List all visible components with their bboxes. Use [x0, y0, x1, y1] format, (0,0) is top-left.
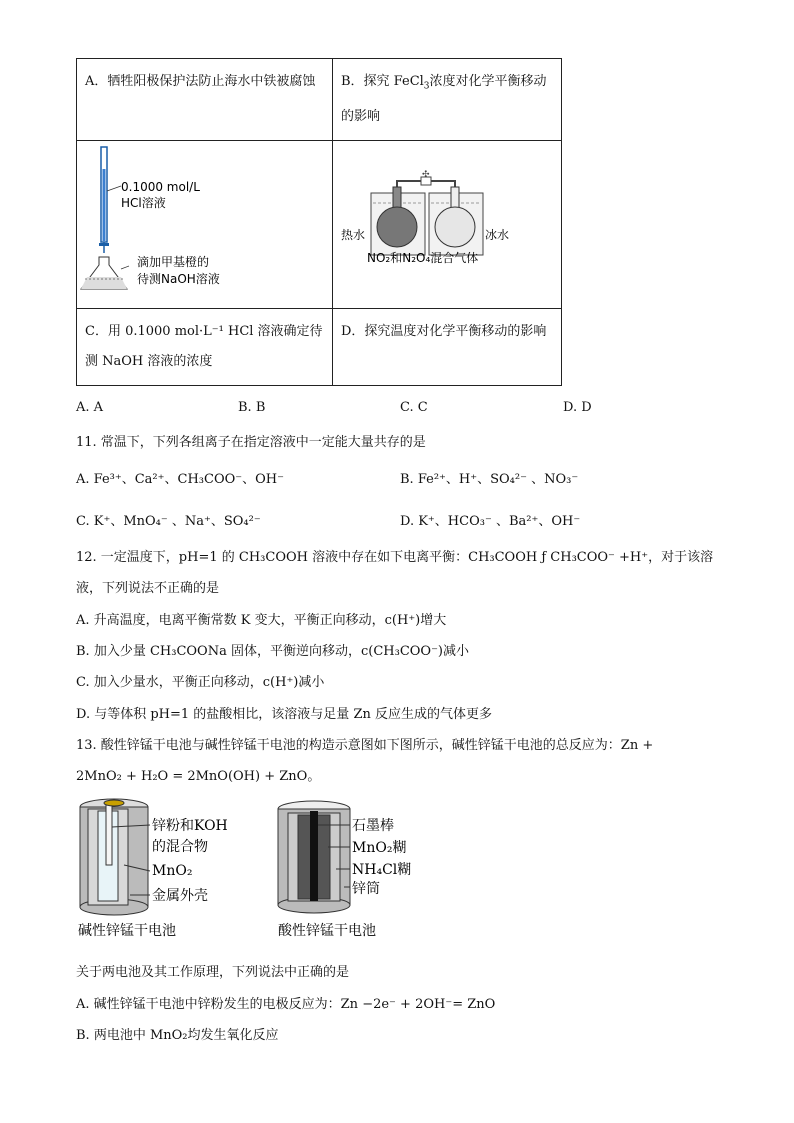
- q11-stem: 11. 常温下，下列各组离子在指定溶液中一定能大量共存的是: [76, 435, 426, 450]
- q12-stem-line1: 12. 一定温度下，pH=1 的 CH₃COOH 溶液中存在如下电离平衡：CH₃COOH ƒ CH₃COO⁻ +H⁺，对于该溶: [76, 550, 714, 565]
- option-c-label: C．用 0.1000 mol·L⁻¹ HCl 溶液确定待测 NaOH 溶液的浓度: [85, 323, 323, 369]
- acid-label-mno2-paste: MnO₂糊: [352, 840, 407, 856]
- flask-solution-label: 待测NaOH溶液: [137, 271, 220, 286]
- titration-apparatus-figure: [77, 141, 332, 296]
- alk-caption: 碱性锌锰干电池: [78, 923, 176, 939]
- q13-stem-line2: 2MnO₂ + H₂O = 2MnO(OH) + ZnO。: [76, 769, 321, 784]
- acid-label-nh4cl-paste: NH₄Cl糊: [352, 862, 412, 878]
- option-a-cell: [77, 59, 333, 141]
- acid-caption: 酸性锌锰干电池: [278, 923, 376, 939]
- titration-figure-cell: [77, 140, 333, 308]
- equilibrium-figure-cell: [333, 140, 562, 308]
- q10-choice-b: B. B: [238, 400, 266, 415]
- option-b-cell: [333, 59, 562, 141]
- q11-choice-a: A. Fe³⁺、Ca²⁺、CH₃COO⁻、OH⁻: [76, 472, 284, 487]
- q13-prompt: 关于两电池及其工作原理，下列说法中正确的是: [76, 965, 350, 980]
- acidic-battery-diagram: [278, 801, 350, 913]
- options-table: [76, 58, 562, 386]
- q13-choice-a: A. 碱性锌锰干电池中锌粉发生的电极反应为：Zn −2e⁻ + 2OH⁻= ZnO: [76, 997, 496, 1012]
- q10-choice-d: D. D: [563, 400, 592, 415]
- q13-choice-b: B. 两电池中 MnO₂均发生氧化反应: [76, 1028, 279, 1043]
- q11-choice-c: C. K⁺、MnO₄⁻ 、Na⁺、SO₄²⁻: [76, 514, 261, 529]
- q12-choice-c: C. 加入少量水，平衡正向移动，c(H⁺)减小: [76, 675, 325, 690]
- alk-label-zinc-koh: 锌粉和KOH: [152, 818, 228, 834]
- alk-label-mixture: 的混合物: [152, 839, 208, 855]
- alkaline-battery-diagram: [80, 799, 150, 915]
- ice-water-label: 冰水: [485, 227, 510, 242]
- no2-equilibrium-figure: [333, 141, 561, 296]
- q12-choice-b: B. 加入少量 CH₃COONa 固体，平衡逆向移动，c(CH₃COO⁻)减小: [76, 644, 470, 659]
- option-b-label: B．探究 FeCl$_3$浓度对化学平衡移动的影响: [341, 74, 547, 124]
- burette-conc-label: 0.1000 mol/L: [121, 179, 200, 194]
- q10-choice-a: A. A: [76, 400, 104, 415]
- battery-figures: [74, 795, 412, 945]
- q13-stem-line1: 13. 酸性锌锰干电池与碱性锌锰干电池的构造示意图如下图所示，碱性锌锰干电池的总反应为：Zn +: [76, 738, 654, 753]
- gas-mixture-label: NO₂和N₂O₄混合气体: [367, 250, 479, 265]
- option-a-label: A．牺牲阳极保护法防止海水中铁被腐蚀: [85, 74, 316, 89]
- alk-label-metal-shell: 金属外壳: [152, 888, 208, 904]
- q12-stem-line2: 液，下列说法不正确的是: [76, 581, 220, 596]
- burette-acid-label: HCl溶液: [121, 195, 166, 210]
- hot-water-label: 热水: [341, 227, 366, 242]
- flask-indicator-label: 滴加甲基橙的: [137, 254, 210, 269]
- option-d-cell: [333, 308, 562, 385]
- acid-label-zinc-can: 锌筒: [352, 881, 380, 897]
- option-c-cell: [77, 308, 333, 385]
- q11-choice-b: B. Fe²⁺、H⁺、SO₄²⁻ 、NO₃⁻: [400, 472, 579, 487]
- q10-choice-c: C. C: [400, 400, 428, 415]
- q11-choice-d: D. K⁺、HCO₃⁻ 、Ba²⁺、OH⁻: [400, 514, 581, 529]
- q12-choice-d: D. 与等体积 pH=1 的盐酸相比，该溶液与足量 Zn 反应生成的气体更多: [76, 707, 492, 722]
- q12-choice-a: A. 升高温度，电离平衡常数 K 变大，平衡正向移动，c(H⁺)增大: [76, 613, 447, 628]
- stopcock-icon: ✣: [422, 169, 430, 180]
- alk-label-mno2: MnO₂: [152, 863, 193, 879]
- acid-label-graphite: 石墨棒: [352, 818, 394, 834]
- option-d-label: D．探究温度对化学平衡移动的影响: [341, 323, 547, 339]
